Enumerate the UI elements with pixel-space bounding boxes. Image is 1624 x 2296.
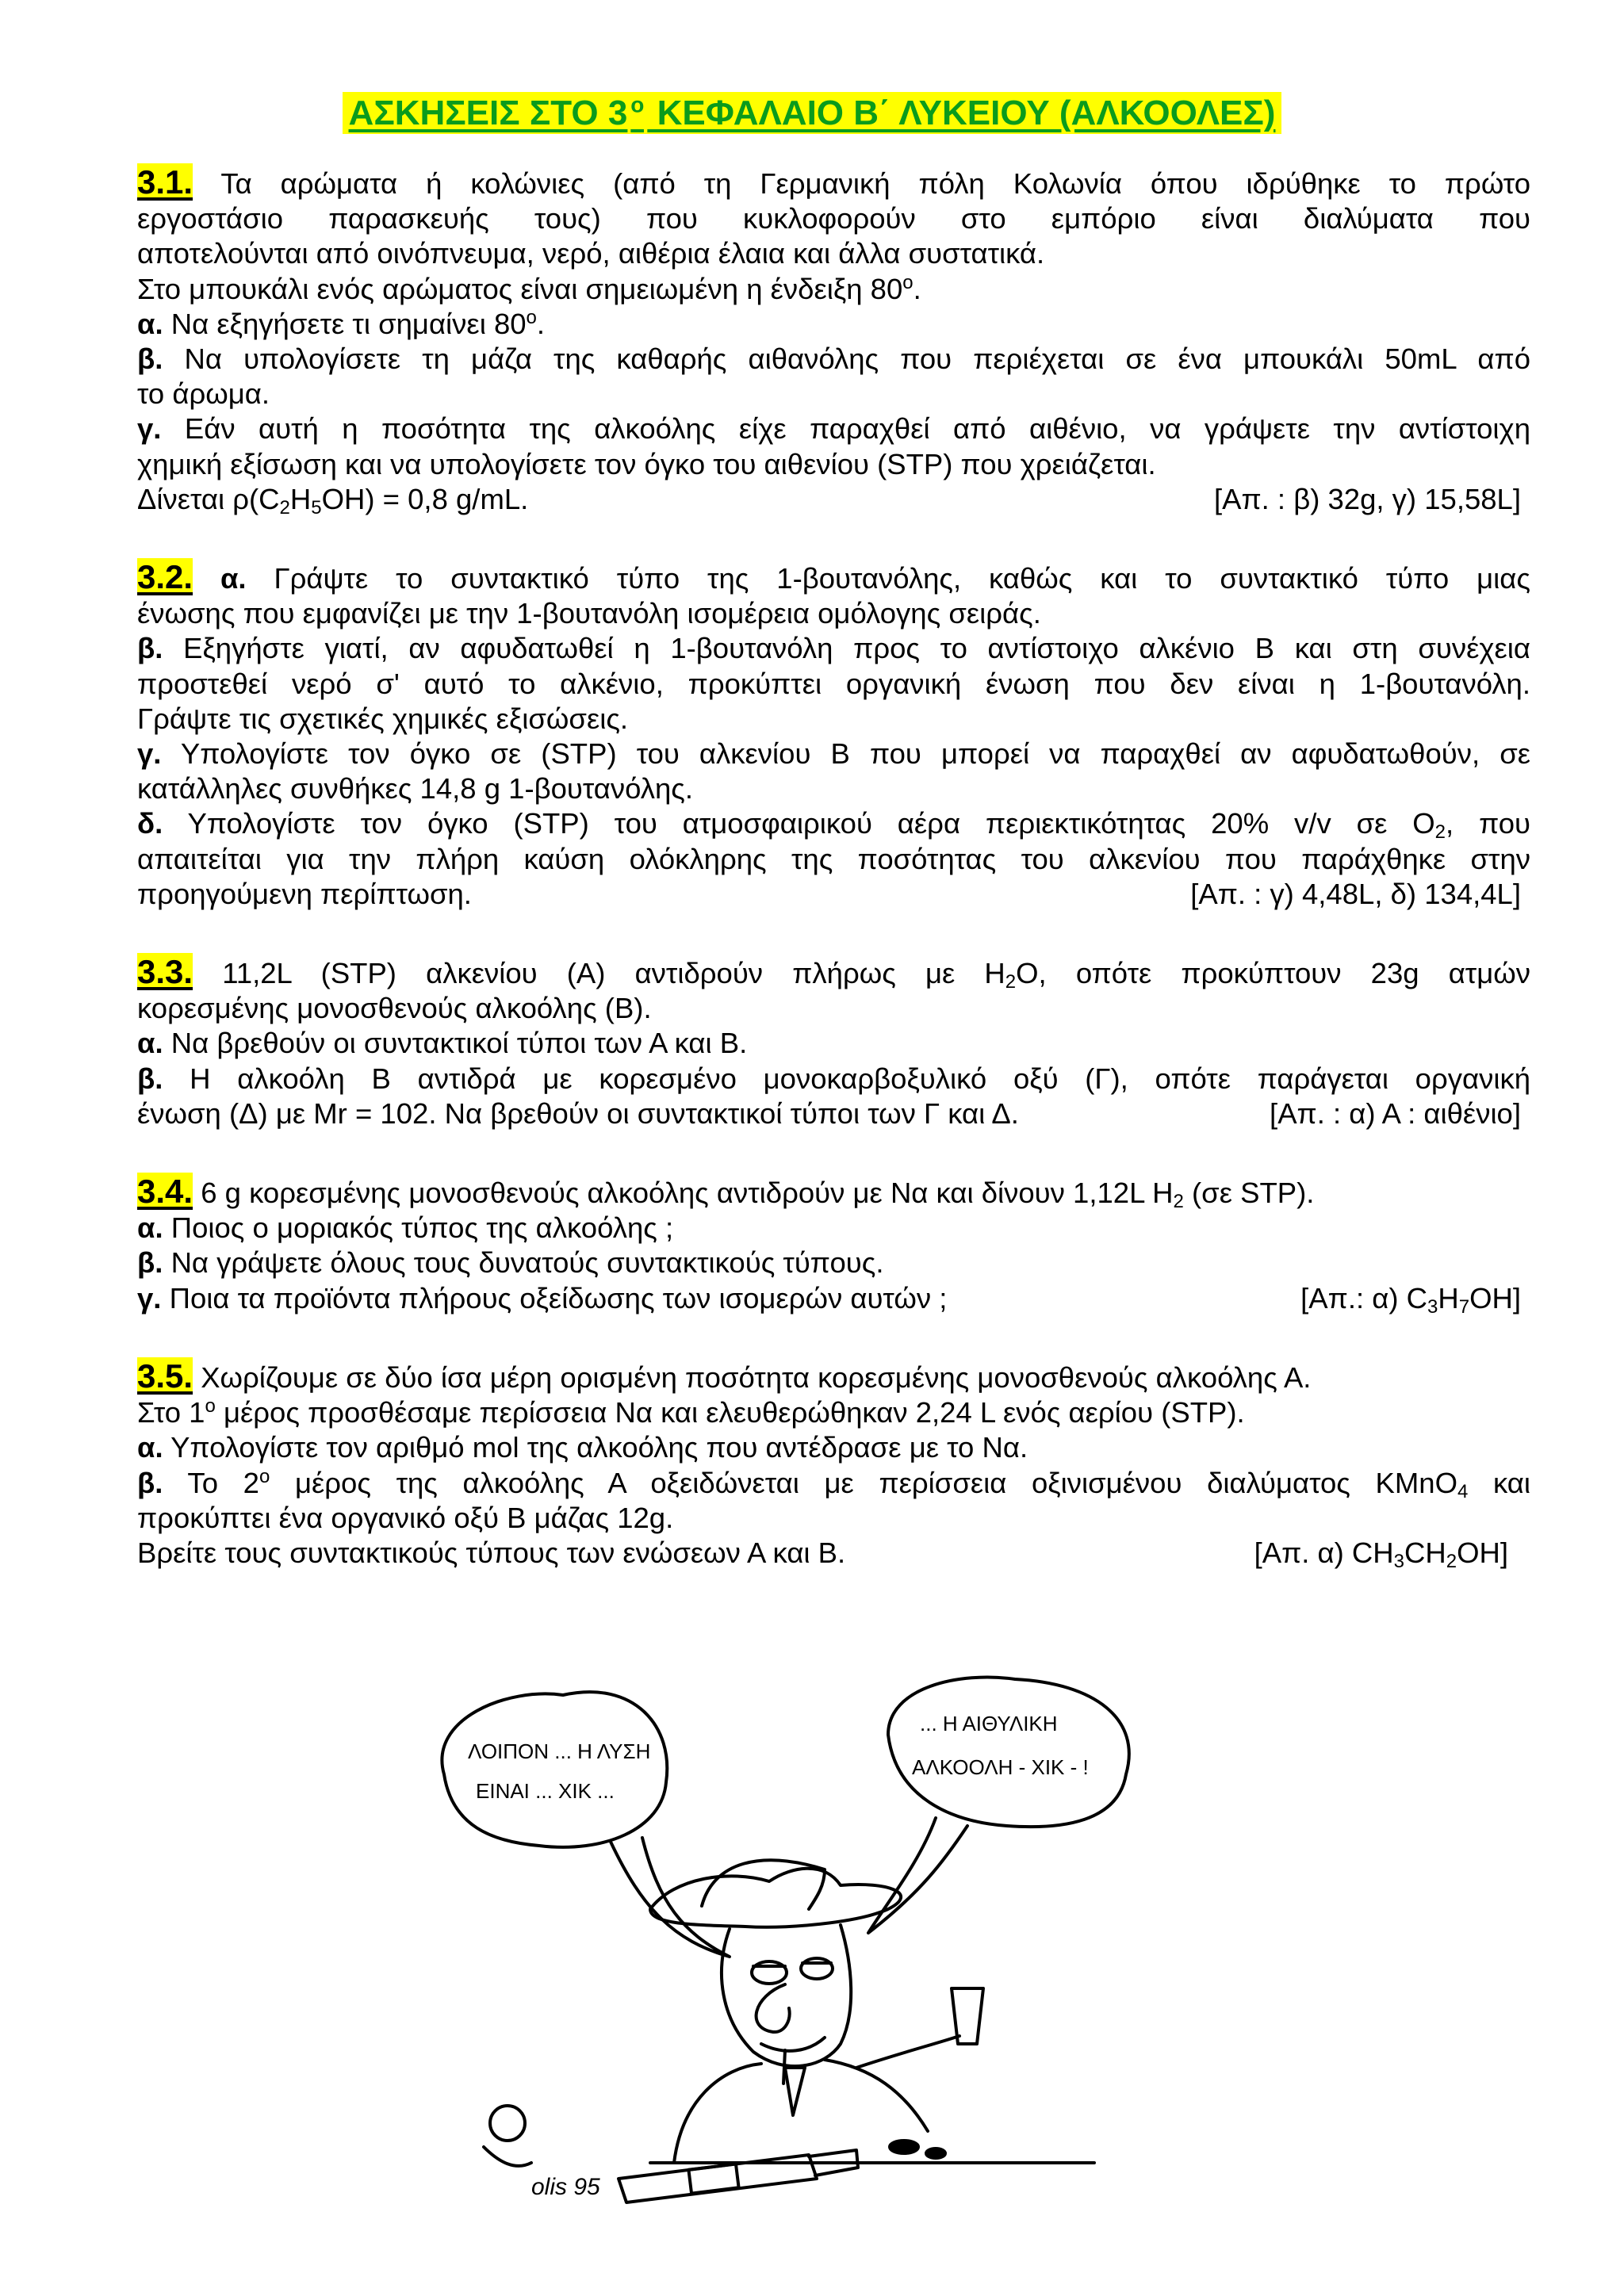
- text-line: Γράψτε τις σχετικές χημικές εξισώσεις.: [137, 702, 629, 735]
- bubble-left-line-1: ΛΟΙΠΟΝ ... Η ΛΥΣΗ: [468, 1739, 651, 1763]
- tie-icon: [785, 2068, 805, 2115]
- page-title: ΑΣΚΗΣΕΙΣ ΣΤΟ 3 $^o$ ΚΕΦΑΛΑΙΟ Β΄ ΛΥΚΕΙΟΥ (ΑΛΚΟΟΛΕΣ): [0, 94, 1624, 133]
- exercise-3-4: [137, 1174, 1530, 1316]
- question-b: β. Το $2^o$ μέρος της αλκοόλης Α οξειδώνεται με περίσσεια οξινισμένου διαλύματος KMnO$_4$ και: [137, 1465, 1530, 1502]
- speech-bubble-left-tail: [611, 1838, 730, 1957]
- exercise-3-2: [137, 560, 1530, 912]
- speech-bubble-right: [888, 1678, 1129, 1827]
- face-outline: [722, 1925, 851, 2066]
- bubble-right-line-2: ΑΛΚΟΟΛΗ - ΧΙΚ - !: [912, 1755, 1089, 1779]
- question-b: β. Η αλκοόλη Β αντιδρά με κορεσμένο μονοκαρβοξυλικό οξύ (Γ), οπότε παράγεται οργανική: [137, 1062, 1530, 1095]
- signature-doodle-icon: [490, 2106, 525, 2141]
- answer: [Απ. α) $CH_3CH_2OH$]: [1254, 1536, 1508, 1572]
- bottle-label-icon: [688, 2164, 738, 2193]
- text-line: 3.4. 6 g κορεσμένης μονοσθενούς αλκοόλης αντιδρούν με Να και δίνουν 1,12L $H_2$ (σε STP).: [137, 1173, 1315, 1213]
- question-c: γ. Υπολογίστε τον όγκο σε (STP) του αλκενίου Β που μπορεί να παραχθεί αν αφυδατωθούν, σε: [137, 737, 1530, 771]
- bubble-right-line-1: ... Η ΑΙΘΥΛΙΚΗ: [920, 1712, 1058, 1735]
- text-line: κατάλληλες συνθήκες 14,8 g 1-βουτανόλης.: [137, 772, 694, 806]
- text-line: Βρείτε τους συντακτικούς τύπους των ενώσεων Α και Β. [Απ. α) $CH_3CH_2OH$]: [137, 1536, 1508, 1572]
- text-line: απαιτείται για την πλήρη καύση ολόκληρης της ποσότητας του αλκενίου που παράχθηκε στην: [137, 842, 1530, 875]
- text-line: 3.3. 11,2L (STP) αλκενίου (Α) αντιδρούν πλήρως με $H_2O$, οπότε προκύπτουν 23g ατμών: [137, 953, 1530, 993]
- text-line: ένωσης που εμφανίζει με την 1-βουτανόλη ισομέρεια ομόλογης σειράς.: [137, 597, 1041, 630]
- text-line: χημική εξίσωση και να υπολογίσετε τον όγκο του αιθενίου (STP) που χρειάζεται.: [137, 447, 1156, 480]
- text-line: 3.1. Τα αρώματα ή κολώνιες (από τη Γερμανική πόλη Κολωνία όπου ιδρύθηκε το πρώτο: [137, 163, 1530, 201]
- text-line: Δίνεται $\rho(C_2H_5OH) = 0,8$ g/mL. [Απ. : β) 32g, γ) 15,58L]: [137, 482, 1521, 519]
- cartoon-signature: olis 95: [531, 2174, 600, 2200]
- speech-bubble-right-tail: [868, 1818, 967, 1933]
- question-a: α. Ποιος ο μοριακός τύπος της αλκοόλης ;: [137, 1211, 674, 1245]
- question-b: β. Να γράψετε όλους τους δυνατούς συντακτικούς τύπους.: [137, 1246, 884, 1280]
- exercise-3-5: [137, 1359, 1530, 1571]
- text-line: προκύπτει ένα οργανικό οξύ Β μάζας 12g.: [137, 1501, 674, 1534]
- question-c: γ. Ποια τα προϊόντα πλήρους οξείδωσης των ισομερών αυτών ; [Απ.: α) $C_3H_7OH$]: [137, 1281, 1521, 1318]
- cartoon-illustration: [412, 1671, 1205, 2218]
- nose-icon: [756, 1984, 790, 2032]
- text-line: προηγούμενη περίπτωση. [Απ. : γ) 4,48L, δ) 134,4L]: [137, 877, 1530, 912]
- text-line: 3.5. Χωρίζουμε σε δύο ίσα μέρη ορισμένη ποσότητα κορεσμένης μονοσθενούς αλκοόλης Α.: [137, 1357, 1312, 1395]
- text-line: ένωση (Δ) με Mr = 102. Να βρεθούν οι συντακτικοί τύποι των Γ και Δ. [Απ. : α) Α : αιθένιο]: [137, 1096, 1530, 1131]
- question-d: δ. Υπολογίστε τον όγκο (STP) του ατμοσφαιρικού αέρα περιεκτικότητας 20% v/v σε $O_2$, που: [137, 807, 1530, 844]
- text-line: 3.2. α. Γράψτε το συντακτικό τύπο της 1-βουτανόλης, καθώς και το συντακτικό τύπο μιας: [137, 558, 1530, 596]
- exercise-3-1: [137, 165, 1530, 517]
- hat-icon: [650, 1869, 901, 1927]
- exercise-number: 3.5.: [137, 1357, 193, 1395]
- answer: [Απ. : α) Α : αιθένιο]: [1270, 1096, 1521, 1130]
- speech-bubble-left: [442, 1692, 667, 1847]
- question-b: β. Να υπολογίσετε τη μάζα της καθαρής αιθανόλης που περιέχεται σε ένα μπουκάλι 50mL από: [137, 342, 1530, 376]
- question-b: β. Εξηγήστε γιατί, αν αφυδατωθεί η 1-βουτανόλη προς το αντίστοιχο αλκένιο Β και στη συνέχεια: [137, 632, 1530, 665]
- question-a: α. Να εξηγήσετε τι σημαίνει $80^o$.: [137, 306, 546, 340]
- answer: [Απ.: α) $C_3H_7OH$]: [1300, 1281, 1521, 1318]
- exercise-number: 3.4.: [137, 1173, 193, 1211]
- question-c: γ. Εάν αυτή η ποσότητα της αλκοόλης είχε παραχθεί από αιθένιο, να γράψετε την αντίστοιχη: [137, 412, 1530, 446]
- question-a: α. Υπολογίστε τον αριθμό mol της αλκοόλης που αντέδρασε με το Να.: [137, 1431, 1028, 1464]
- text-line: αποτελούνται από οινόπνευμα, νερό, αιθέρια έλαια και άλλα συστατικά.: [137, 237, 1045, 270]
- text-line: προστεθεί νερό σ' αυτό το αλκένιο, προκύπτει οργανική ένωση που δεν είναι η 1-βουτανόλη.: [137, 667, 1530, 700]
- answer: [Απ. : β) 32g, γ) 15,58L]: [1213, 482, 1521, 515]
- exercise-number: 3.2.: [137, 558, 193, 596]
- bubble-left-line-2: ΕΙΝΑΙ ... ΧΙΚ ...: [476, 1779, 615, 1803]
- question-a: α. Να βρεθούν οι συντακτικοί τύποι των Α και Β.: [137, 1027, 748, 1060]
- mouth-icon: [761, 2038, 825, 2051]
- exercise-number: 3.3.: [137, 953, 193, 991]
- exercise-number: 3.1.: [137, 163, 193, 201]
- text-line: εργοστάσιο παρασκευής τους) που κυκλοφορούν στο εμπόριο είναι διαλύματα που: [137, 202, 1530, 235]
- text-line: κορεσμένης μονοσθενούς αλκοόλης (Β).: [137, 992, 652, 1025]
- exercise-3-3: [137, 955, 1530, 1131]
- text-line: το άρωμα.: [137, 377, 270, 411]
- text-line: Στο μπουκάλι ενός αρώματος είναι σημειωμένη η ένδειξη $80^o$.: [137, 271, 921, 305]
- text-line: Στο $1^o$ μέρος προσθέσαμε περίσσεια Να και ελευθερώθηκαν 2,24 L ενός αερίου (STP).: [137, 1395, 1245, 1429]
- glass-icon: [952, 1988, 983, 2044]
- answer: [Απ. : γ) 4,48L, δ) 134,4L]: [1190, 877, 1521, 910]
- exercise-list: [137, 165, 1530, 1613]
- eye-right-icon: [801, 1958, 833, 1979]
